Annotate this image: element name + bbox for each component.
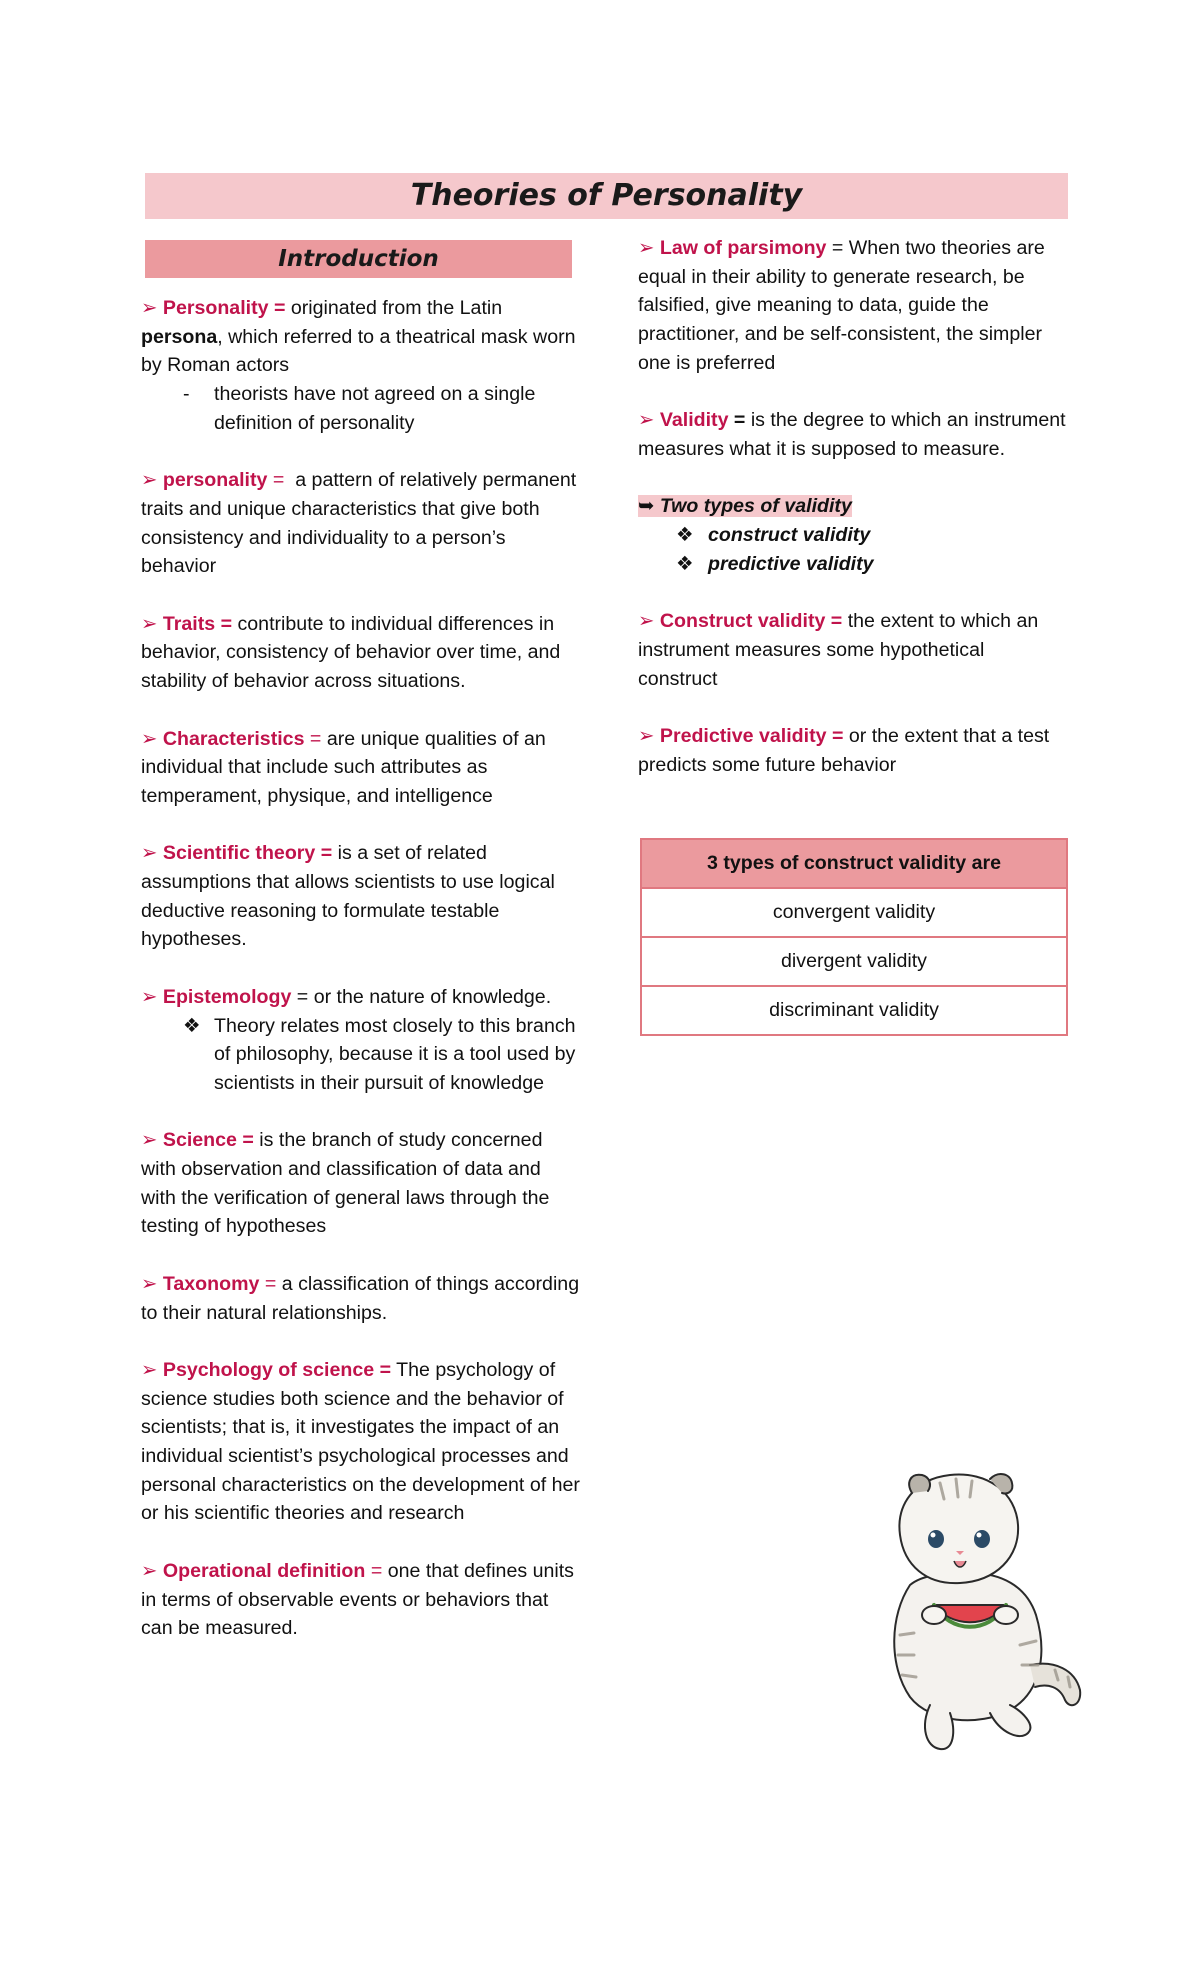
table-row: [641, 986, 1067, 1035]
term: Scientific theory =: [162, 842, 333, 865]
equals: =: [264, 1272, 277, 1295]
table-row: [641, 888, 1067, 937]
definition: , which referred to a theatrical mask worn by Roman actors: [141, 325, 576, 377]
page-title: Theories of Personality: [410, 178, 803, 213]
term: Construct validity =: [659, 610, 843, 633]
diamond-icon: ❖: [676, 552, 694, 575]
arrow-icon: ➢: [141, 469, 158, 492]
definition: or the extent that a test predicts some future behavior: [638, 724, 1050, 776]
definition: are unique qualities of an individual that include such attributes as temperament, physique, and intelligence: [141, 727, 546, 807]
arrow-icon: ➢: [141, 985, 158, 1008]
list-item-text: predictive validity: [708, 552, 874, 575]
table-cell: convergent validity: [641, 888, 1067, 937]
sub-point: [141, 1012, 581, 1098]
entry-psychology-of-science: [141, 1356, 581, 1528]
table-header: 3 types of construct validity are: [641, 839, 1067, 888]
arrow-icon: ➢: [638, 409, 655, 432]
term: Characteristics: [162, 727, 305, 750]
section-banner: [145, 240, 572, 278]
diamond-icon: ❖: [676, 524, 694, 546]
arrow-icon: ➢: [638, 237, 655, 259]
entry-personality-origin: [141, 294, 581, 438]
term: Traits =: [162, 612, 233, 635]
arrow-icon: ➢: [141, 612, 158, 635]
equals: =: [728, 409, 746, 432]
definition: The psychology of science studies both science and the behavior of scientists; that is, it investigates the impact of an individual scientist’s psychological processes and personal characteristics on the development of her or his scientific theories and research: [141, 1358, 580, 1525]
two-types-heading-text: Two types of validity: [659, 495, 852, 518]
arrow-icon: ➢: [141, 842, 158, 865]
term: Predictive validity =: [659, 724, 844, 747]
definition: is the branch of study concerned with observation and classification of data and with the verification of general laws through the testing of hypotheses: [141, 1129, 550, 1238]
definition: the extent to which an instrument measures some hypothetical construct: [638, 610, 1039, 690]
entry-personality-definition: [141, 466, 581, 581]
sub-text: theorists have not agreed on a single definition of personality: [214, 383, 536, 434]
definition: = or the nature of knowledge.: [291, 985, 552, 1008]
entry-predictive-validity: [638, 722, 1068, 779]
entry-traits: [141, 610, 581, 696]
construct-validity-table: [640, 838, 1068, 1036]
term: personality: [162, 469, 268, 492]
table-row: [641, 937, 1067, 986]
arrow-icon: ➢: [141, 1129, 158, 1152]
dash-icon: -: [183, 383, 190, 406]
term: Law of parsimony: [659, 237, 827, 259]
two-types-of-validity: [638, 492, 1068, 578]
entry-validity: [638, 406, 1068, 463]
equals: =: [309, 727, 322, 750]
arrow-icon: ➢: [141, 297, 158, 319]
list-item-text: construct validity: [708, 524, 871, 546]
arrow-icon: ➢: [141, 727, 158, 750]
table-header-row: [641, 839, 1067, 888]
equals: =: [272, 469, 285, 492]
sub-text: Theory relates most closely to this branch of philosophy, because it is a tool used by scientists in their pursuit of knowledge: [214, 1014, 576, 1094]
definition: a classification of things according to their natural relationships.: [141, 1272, 580, 1324]
entry-scientific-theory: [141, 839, 581, 954]
bold-arrow-icon: ➥: [638, 495, 655, 518]
diamond-icon: ❖: [183, 1014, 201, 1037]
definition: contribute to individual differences in behavior, consistency of behavior over time, and stability of behavior across situations.: [141, 612, 561, 693]
definition: a pattern of relatively permanent traits and unique characteristics that give both consistency and individuality to a person’s behavior: [141, 469, 582, 578]
term: Operational definition: [162, 1559, 366, 1582]
definition: is a set of related assumptions that allows scientists to use logical deductive reasoning to formulate testable hypotheses.: [141, 842, 555, 951]
arrow-icon: ➢: [638, 724, 655, 747]
table-cell: divergent validity: [641, 937, 1067, 986]
entry-science: [141, 1126, 581, 1241]
sub-point: [141, 380, 581, 437]
bold-word: persona: [141, 325, 218, 348]
definition: originated from the Latin: [285, 297, 503, 319]
section-heading: Introduction: [278, 246, 439, 272]
table-cell: discriminant validity: [641, 986, 1067, 1035]
term: Science =: [162, 1129, 254, 1152]
definition: is the degree to which an instrument measures what it is supposed to measure.: [638, 409, 1066, 460]
entry-construct-validity: [638, 607, 1068, 693]
title-banner: [145, 173, 1068, 219]
equals: =: [370, 1559, 383, 1582]
definition: = When two theories are equal in their ability to generate research, be falsified, give meaning to data, guide the practitioner, and be self-consistent, the simpler one is preferred: [638, 237, 1045, 374]
term: Validity: [659, 409, 729, 432]
arrow-icon: ➢: [141, 1272, 158, 1295]
arrow-icon: ➢: [141, 1559, 158, 1582]
left-column: [141, 294, 581, 1672]
entry-epistemology: [141, 983, 581, 1098]
entry-characteristics: [141, 725, 581, 811]
arrow-icon: ➢: [141, 1358, 158, 1381]
term: Psychology of science =: [162, 1358, 392, 1381]
entry-taxonomy: [141, 1270, 581, 1327]
cat-illustration: [870, 1465, 1090, 1755]
term: Personality =: [162, 297, 286, 319]
entry-operational-definition: [141, 1557, 581, 1643]
two-types-heading: [638, 495, 852, 517]
term: Taxonomy: [162, 1272, 260, 1295]
list-item: [638, 550, 1068, 579]
definition: one that defines units in terms of observable events or behaviors that can be measured.: [141, 1559, 574, 1640]
term: Epistemology: [162, 985, 292, 1008]
right-column: [638, 234, 1068, 808]
arrow-icon: ➢: [638, 610, 655, 633]
entry-law-of-parsimony: [638, 234, 1068, 378]
list-item: [638, 521, 1068, 550]
